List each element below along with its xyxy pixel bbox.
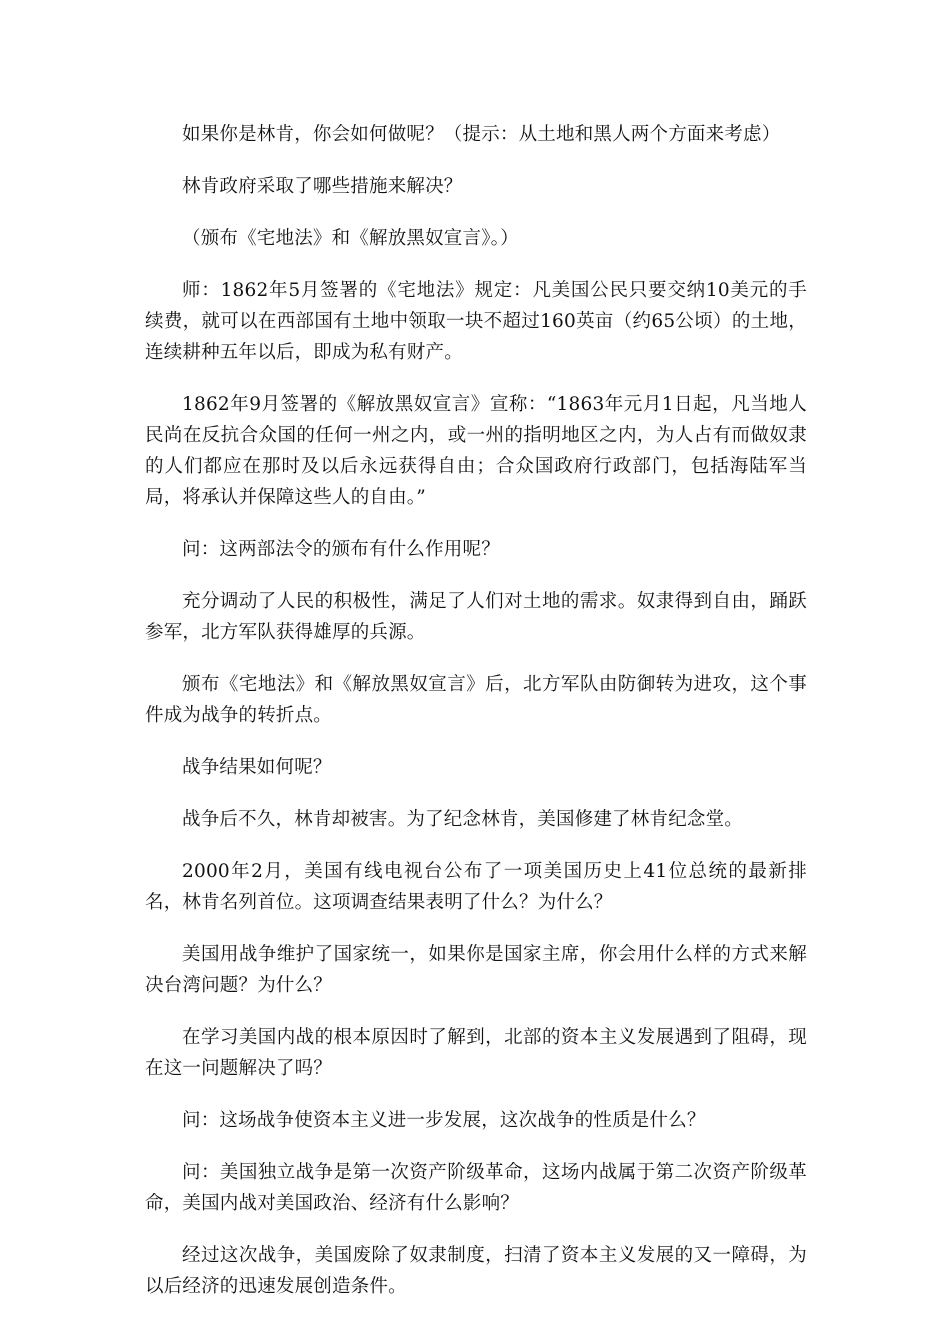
- paragraph-measures-question: 林肯政府采取了哪些措施来解决？: [182, 176, 463, 197]
- paragraph-effect-question: 问：这两部法令的颁布有什么作用呢？: [182, 539, 500, 560]
- paragraph-effect-answer: 充分调动了人民的积极性，满足了人们对土地的需求。奴隶得到自由，踊跃参军，北方军队获得雄厚的兵源。: [145, 591, 807, 643]
- paragraph-turning-point: 颁布《宅地法》和《解放黑奴宣言》后，北方军队由防御转为进攻，这个事件成为战争的转折点。: [145, 674, 807, 726]
- paragraph-capitalism-question: 在学习美国内战的根本原因时了解到，北部的资本主义发展遇到了阻碍，现在这一问题解决了吗？: [145, 1027, 807, 1079]
- paragraph-homestead-act: 师：1862年5月签署的《宅地法》规定：凡美国公民只要交纳10美元的手续费，就可以在西部国有土地中领取一块不超过160英亩（约65公顷）的土地，连续耕种五年以后，即成为私有财产。: [145, 280, 807, 363]
- paragraph-conclusion: 经过这次战争，美国废除了奴隶制度，扫清了资本主义发展的又一障碍，为以后经济的迅速发展创造条件。: [145, 1245, 807, 1297]
- paragraph-taiwan-question: 美国用战争维护了国家统一，如果你是国家主席，你会用什么样的方式来解决台湾问题？为什么？: [145, 944, 807, 996]
- paragraph-president-ranking: 2000年2月，美国有线电视台公布了一项美国历史上41位总统的最新排名，林肯名列首位。这项调查结果表明了什么？为什么？: [145, 861, 807, 913]
- paragraph-emancipation-proclamation: 1862年9月签署的《解放黑奴宣言》宣称：“1863年元月1日起，凡当地人民尚在反抗合众国的任何一州之内，或一州的指明地区之内，为人占有而做奴隶的人们都应在那时及以后永远获得自由；合众国政府行政部门，包括海陆军当局，将承认并保障这些人的自由。”: [145, 394, 807, 508]
- paragraph-lincoln-memorial: 战争后不久，林肯却被害。为了纪念林肯，美国修建了林肯纪念堂。: [182, 809, 744, 830]
- paragraph-result-question: 战争结果如何呢？: [182, 757, 332, 778]
- document-body: [145, 119, 807, 1323]
- paragraph-measures-answer: （颁布《宅地法》和《解放黑奴宣言》。）: [182, 228, 519, 249]
- paragraph-nature-question: 问：这场战争使资本主义进一步发展，这次战争的性质是什么？: [182, 1110, 706, 1131]
- paragraph-impact-question: 问：美国独立战争是第一次资产阶级革命，这场内战属于第二次资产阶级革命，美国内战对美国政治、经济有什么影响？: [145, 1162, 807, 1214]
- paragraph-lincoln-question: 如果你是林肯，你会如何做呢？（提示：从土地和黑人两个方面来考虑）: [182, 124, 781, 145]
